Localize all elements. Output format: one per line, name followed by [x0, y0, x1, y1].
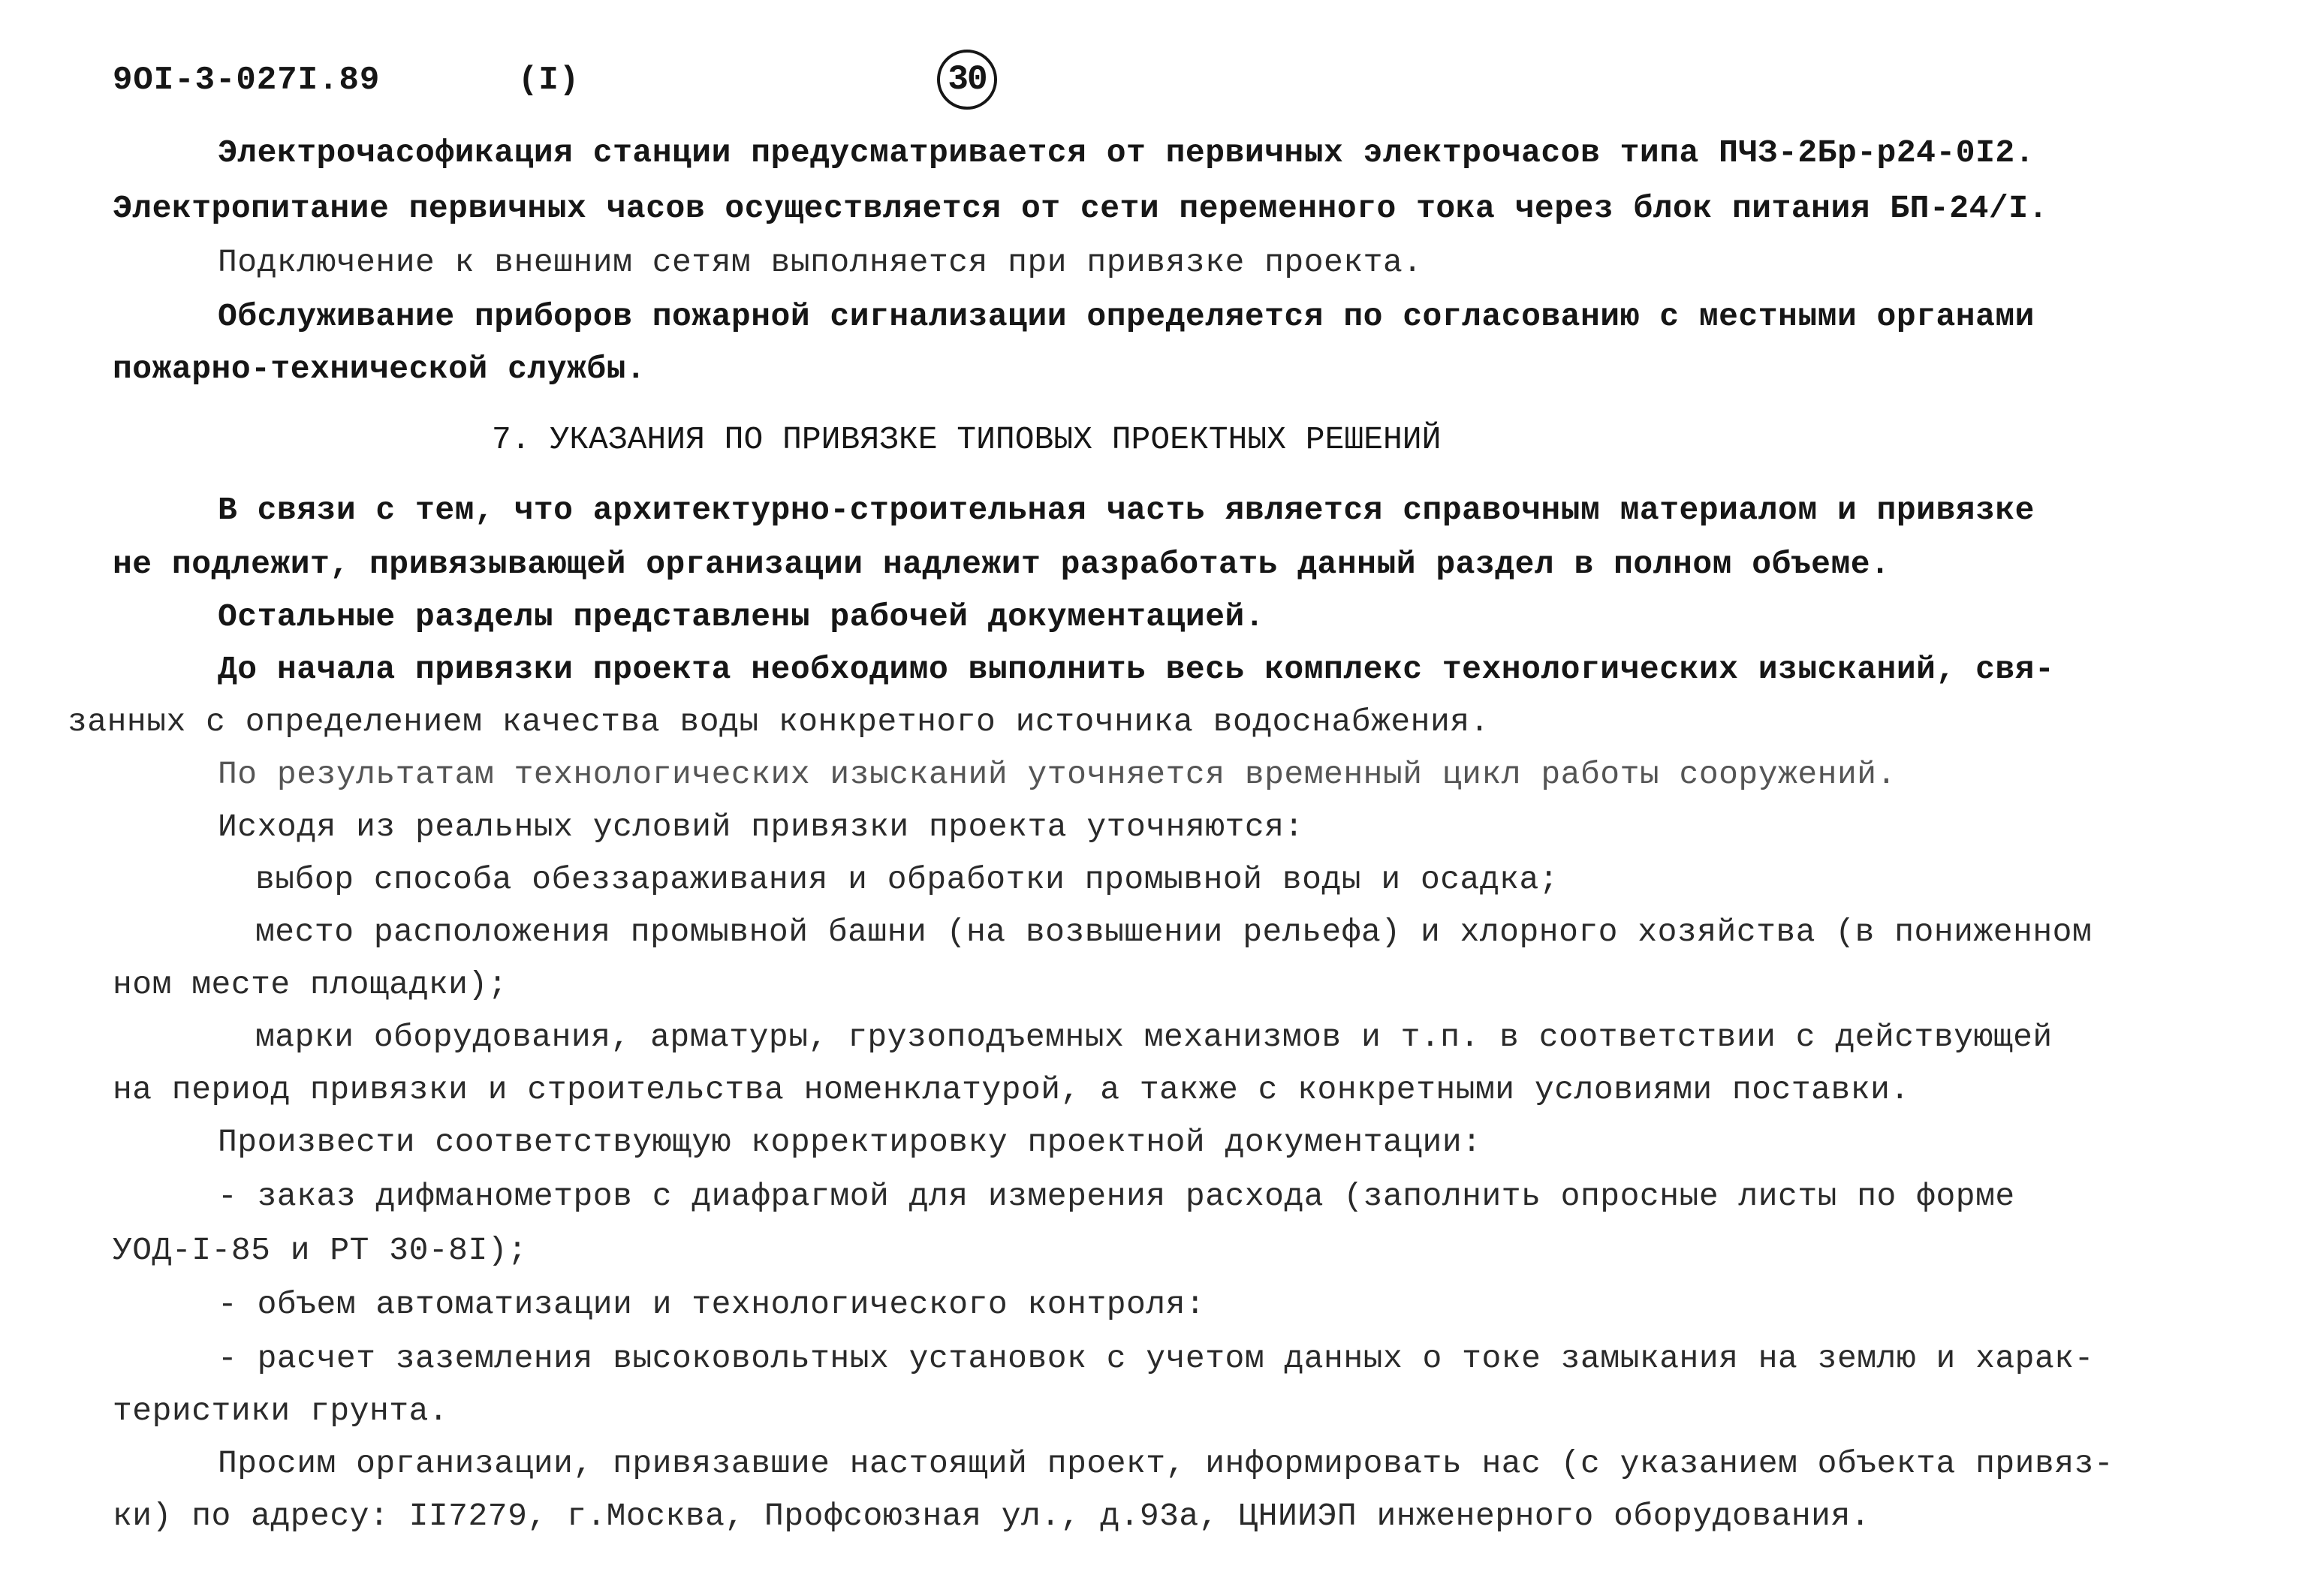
paragraph-line: Произвести соответствующую корректировку проектной документации: — [218, 1124, 1482, 1161]
sheet-label: (I) — [518, 62, 580, 99]
paragraph-line: Остальные разделы представлены рабочей документацией. — [218, 598, 1265, 635]
list-item-line: - расчет заземления высоковольтных установок с учетом данных о токе замыкания на землю и харак- — [218, 1340, 2094, 1377]
paragraph-line: ки) по адресу: II7279, г.Москва, Профсоюзная ул., д.93а, ЦНИИЭП инженерного оборудования. — [113, 1498, 1871, 1534]
list-item-line: выбор способа обеззараживания и обработки промывной воды и осадка; — [255, 861, 1559, 898]
paragraph-line: Электропитание первичных часов осуществляется от сети переменного тока через блок питания БП-24/I. — [113, 190, 2048, 227]
paragraph-line: В связи с тем, что архитектурно-строительная часть является справочным материалом и привязке — [218, 492, 2035, 528]
paragraph-line: не подлежит, привязывающей организации надлежит разработать данный раздел в полном объеме. — [113, 546, 1891, 583]
paragraph-line: Электрочасофикация станции предусматривается от первичных электрочасов типа ПЧЗ-2Бр-р24-0I2. — [218, 134, 2035, 171]
page-number: 30 — [948, 60, 987, 99]
paragraph-line: Исходя из реальных условий привязки проекта уточняются: — [218, 809, 1304, 845]
page-number-circle — [937, 50, 997, 110]
list-item-line: УОД-I-85 и РТ 30-8I); — [113, 1232, 528, 1269]
section-heading: 7. УКАЗАНИЯ ПО ПРИВЯЗКЕ ТИПОВЫХ ПРОЕКТНЫХ РЕШЕНИЙ — [492, 421, 1442, 458]
paragraph-line: Просим организации, привязавшие настоящий проект, информировать нас (с указанием объекта привяз- — [218, 1445, 2114, 1482]
paragraph-line: По результатам технологических изысканий уточняется временный цикл работы сооружений. — [218, 756, 1897, 793]
list-item-line: - объем автоматизации и технологического контроля: — [218, 1286, 1206, 1323]
list-item-line: - заказ дифманометров с диафрагмой для измерения расхода (заполнить опросные листы по форме — [218, 1178, 2015, 1215]
document-code: 9OI-3-027I.89 — [113, 62, 381, 99]
list-item-line: место расположения промывной башни (на возвышении рельефа) и хлорного хозяйства (в пониженном — [255, 914, 2093, 950]
paragraph-line: До начала привязки проекта необходимо выполнить весь комплекс технологических изысканий, свя- — [218, 651, 2055, 688]
list-item-line: марки оборудования, арматуры, грузоподъемных механизмов и т.п. в соответствии с действующей — [255, 1019, 2053, 1055]
list-item-line: теристики грунта. — [113, 1393, 449, 1429]
paragraph-line: Подключение к внешним сетям выполняется при привязке проекта. — [218, 244, 1423, 281]
paragraph-line: пожарно-технической службы. — [113, 351, 646, 387]
list-item-line: на период привязки и строительства номенклатурой, а также с конкретными условиями поставки. — [113, 1071, 1910, 1108]
list-item-line: ном месте площадки); — [113, 966, 508, 1003]
paragraph-line: Обслуживание приборов пожарной сигнализации определяется по согласованию с местными органами — [218, 298, 2035, 335]
paragraph-line: занных с определением качества воды конкретного источника водоснабжения. — [68, 703, 1490, 740]
